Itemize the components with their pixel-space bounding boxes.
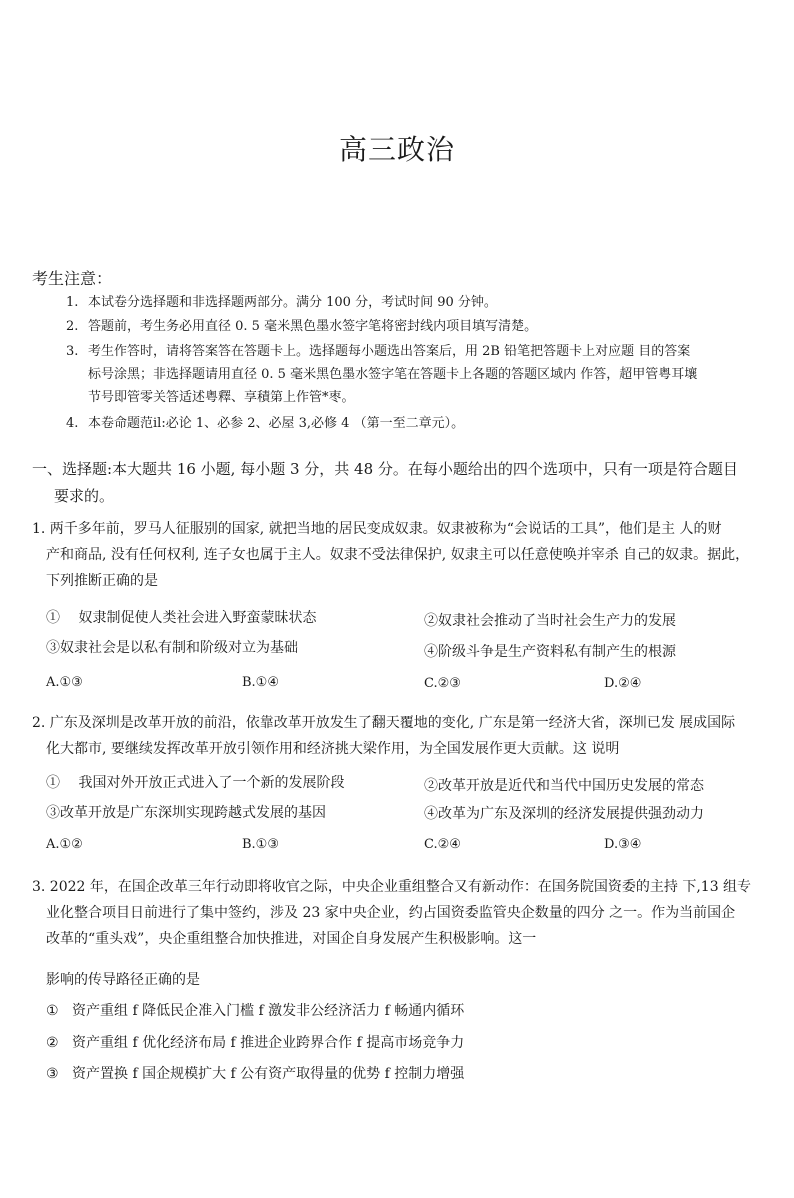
notice-item-1 <box>66 292 770 314</box>
question-3-path-3 <box>46 1064 464 1084</box>
path-text: 资产置换 f 国企规模扩大 f 公有资产取得量的优势 f 控制力增强 <box>72 1066 465 1082</box>
notice-item-text: 标号涂黑；非选择题请用直径 0. 5 毫米黑色墨水签字笔在答题卡上各题的答题区域内 作答，超甲管粤耳壤 <box>88 367 698 382</box>
option-marker: ① <box>46 1003 59 1019</box>
question-2-option-1: ① 我国对外开放正式进入了一个新的发展阶段 <box>46 775 345 791</box>
section-heading-line: 一、选择题:本大题共 16 小题, 每小题 3 分，共 48 分。在每小题给出的四个选项中，只有一项是符合题目 <box>32 460 738 478</box>
question-1-option-3: ③奴隶社会是以私有制和阶级对立为基础 <box>46 640 298 656</box>
question-1-answer-d: D.②④ <box>604 676 642 691</box>
question-2-option-4: ④改革为广东及深圳的经济发展提供强劲动力 <box>424 806 704 822</box>
question-1-answer-a: A.①③ <box>46 675 83 690</box>
notice-item-number: 4. <box>66 416 79 431</box>
question-line: 下列推断正确的是 <box>46 573 158 589</box>
notice-item-3 <box>66 341 770 363</box>
notice-item-text: 答题前，考生务必用直径 0. 5 毫米黑色墨水签字笔将密封线内项目填写清楚。 <box>88 319 538 334</box>
notice-item-number: 1. <box>66 295 79 310</box>
question-line: 业化整合项目日前进行了集中签约，涉及 23 家中央企业，约占国资委监管央企数量的四分 之一。作为当前国企 <box>46 905 736 921</box>
option-marker: ② <box>46 1035 59 1051</box>
notice-heading: 考生注意： <box>32 269 113 288</box>
notice-item-text: 节号即管零关答适述粤釋、享積第上作管*枣。 <box>88 390 355 405</box>
question-3-stem <box>32 874 772 952</box>
path-text: 资产重组 f 降低民企准入门槛 f 激发非公经济活力 f 畅通内循环 <box>72 1003 465 1019</box>
question-line: 2. 广东及深圳是改革开放的前沿，依靠改革开放发生了翻天覆地的变化, 广东是第一经济大省，深圳已发 展成国际 <box>32 715 736 731</box>
question-2-option-2: ②改革开放是近代和当代中国历史发展的常态 <box>424 778 704 794</box>
path-text: 资产重组 f 优化经济布局 f 推进企业跨界合作 f 提高市场竞争力 <box>72 1035 465 1051</box>
question-2-answer-a: A.①② <box>46 837 83 852</box>
question-1-answer-b: B.①④ <box>242 675 279 690</box>
section-heading <box>32 456 772 510</box>
notice-item-text: 本试卷分选择题和非选择题两部分。满分 100 分，考试时间 90 分钟。 <box>88 295 497 310</box>
option-marker: ③ <box>46 1066 59 1082</box>
question-1-option-1: ① 奴隶制促使人类社会进入野蛮蒙昧状态 <box>46 610 317 626</box>
question-3-prompt: 影响的传导路径正确的是 <box>46 972 200 988</box>
question-3-path-2 <box>46 1033 464 1053</box>
notice-item-number: 2. <box>66 319 79 334</box>
question-1-option-4: ④阶级斗争是生产资料私有制产生的根源 <box>424 644 676 660</box>
question-2-answer-d: D.③④ <box>604 837 642 852</box>
question-3-path-1 <box>46 1001 464 1021</box>
page-title: 高三政治 <box>338 133 455 166</box>
question-2-stem <box>32 710 772 762</box>
question-1-answer-c: C.②③ <box>424 676 461 691</box>
question-line: 化大都市, 要继续发挥改革开放引领作用和经济挑大梁作用，为全国发展作更大贡献。这 说明 <box>46 741 620 757</box>
question-1-option-2: ②奴隶社会推动了当时社会生产力的发展 <box>424 613 676 629</box>
notice-item-3-continued <box>88 387 778 409</box>
notice-item-4 <box>66 413 770 435</box>
notice-item-text: 本卷命题范il:必论 1、必参 2、必屋 3,必修 4 （第一至二章元）。 <box>88 416 465 431</box>
question-2-option-3: ③改革开放是广东深圳实现跨越式发展的基因 <box>46 805 326 821</box>
notice-item-text: 考生作答时，请将答案答在答题卡上。选择题每小题选出答案后，用 2B 铅笔把答题卡上对应题 目的答案 <box>88 344 691 359</box>
question-2-answer-b: B.①③ <box>242 837 279 852</box>
notice-item-3-continued <box>88 364 778 386</box>
section-heading-line: 要求的。 <box>54 487 115 505</box>
notice-item-2 <box>66 316 770 338</box>
question-2-answer-c: C.②④ <box>424 837 461 852</box>
question-line: 改革的“重头戏”，央企重组整合加快推进，对国企自身发展产生积极影响。这一 <box>46 931 537 947</box>
question-line: 产和商品, 没有任何权利, 连子女也属于主人。奴隶不受法律保护, 奴隶主可以任意使唤并宰杀 自己的奴隶。据此， <box>46 547 750 563</box>
question-line: 1. 两千多年前，罗马人征服别的国家, 就把当地的居民变成奴隶。奴隶被称为“会说话的工具”，他们是主 人的财 <box>32 521 722 537</box>
notice-item-number: 3. <box>66 344 79 359</box>
question-1-stem <box>32 516 772 594</box>
question-line: 3. 2022 年，在国企改革三年行动即将收官之际，中央企业重组整合又有新动作：在国务院国资委的主持 下,13 组专 <box>32 879 752 895</box>
